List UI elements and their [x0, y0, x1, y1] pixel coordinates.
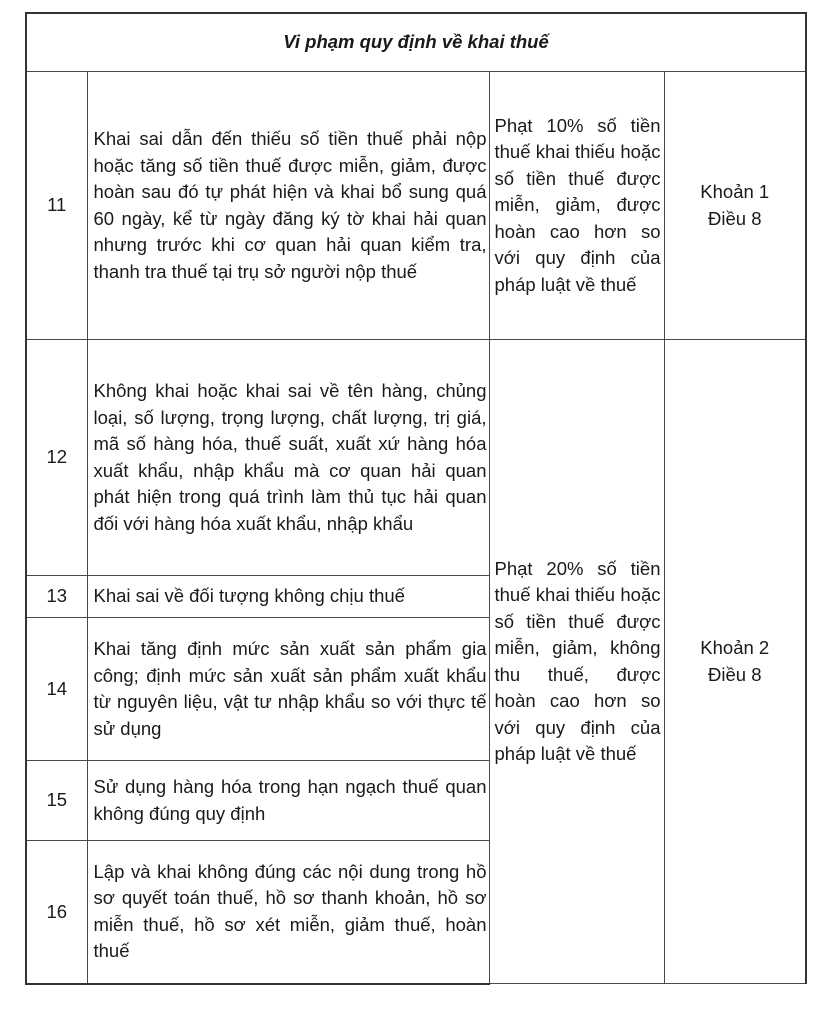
violation-description: [87, 72, 489, 340]
violation-description-text: Khai sai dẫn đến thiếu số tiền thuế phải nộp hoặc tăng số tiền thuế được miễn, giảm, được hoàn sau đó tự phát hiện và khai bổ sung quá 60 ngày, kể từ ngày đăng ký tờ khai hải quan nhưng trước khi cơ quan hải quan kiểm tra, thanh tra thuế tại trụ sở người nộp thuế: [93, 128, 487, 282]
section-title: Vi phạm quy định về khai thuế: [26, 13, 806, 72]
row-number: 16: [26, 841, 87, 984]
row-number: 11: [26, 72, 87, 340]
penalty-text: Phạt 10% số tiền thuế khai thiếu hoặc số tiền thuế được miễn, giảm, được hoàn cao hơn so với quy định của pháp luật về thuế: [494, 114, 661, 295]
violation-description: [87, 841, 489, 984]
violation-description-text: Sử dụng hàng hóa trong hạn ngạch thuế quan không đúng quy định: [93, 776, 487, 824]
penalty-table: [25, 12, 807, 985]
table-row: [26, 72, 806, 340]
violation-description: [87, 576, 489, 618]
violation-description: [87, 761, 489, 841]
row-number: 12: [26, 340, 87, 576]
legal-reference-cell: [664, 340, 806, 984]
legal-reference-cell: [664, 72, 806, 340]
violation-description-text: Không khai hoặc khai sai về tên hàng, chủng loại, số lượng, trọng lượng, chất lượng, trị giá, mã số hàng hóa, thuế suất, xuất xứ hàng hóa xuất khẩu, nhập khẩu mà cơ quan hải quan phát hiện trong quá trình làm thủ tục hải quan đối với hàng hóa xuất khẩu, nhập khẩu: [93, 380, 487, 534]
violation-description-text: Khai sai về đối tượng không chịu thuế: [93, 585, 405, 607]
penalty-cell: [489, 72, 664, 340]
violation-description-text: Lập và khai không đúng các nội dung trong hồ sơ quyết toán thuế, hồ sơ thanh khoản, hồ sơ miễn thuế, hồ sơ xét miễn, giảm thuế, hoàn thuế: [93, 860, 487, 962]
violation-description-text: Khai tăng định mức sản xuất sản phẩm gia công; định mức sản xuất sản phẩm xuất khẩu từ nguyên liệu, vật tư nhập khẩu so với thực tế sử dụng: [93, 638, 487, 739]
section-header-row: [26, 13, 806, 72]
row-number: 13: [26, 576, 87, 618]
row-number: 15: [26, 761, 87, 841]
table-row: [26, 340, 806, 576]
legal-reference-text: Khoản 2 Điều 8: [700, 637, 770, 685]
penalty-cell: [489, 340, 664, 984]
penalty-text: Phạt 20% số tiền thuế khai thiếu hoặc số tiền thuế được miễn, giảm, không thu thuế, được hoàn cao hơn so với quy định của pháp luật về thuế: [494, 557, 661, 764]
legal-reference-text: Khoản 1 Điều 8: [700, 181, 770, 229]
violation-description: [87, 618, 489, 761]
violation-description: [87, 340, 489, 576]
row-number: 14: [26, 618, 87, 761]
